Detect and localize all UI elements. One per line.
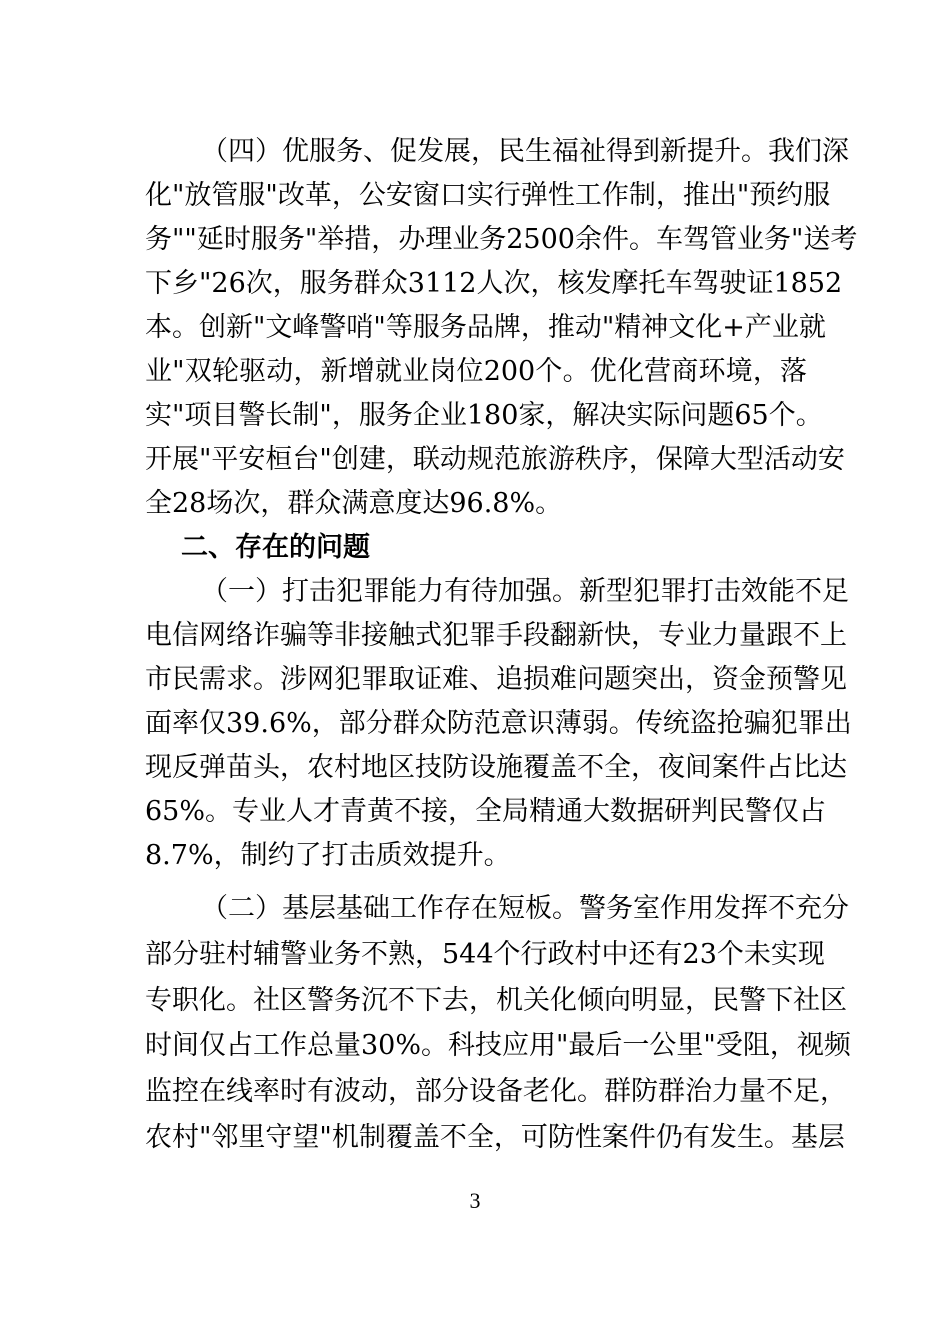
text-line: 业"双轮驱动，新增就业岗位200个。优化营商环境，落 (145, 356, 807, 387)
page-number: 3 (469, 1188, 481, 1213)
text-line: 65%。专业人才青黄不接，全局精通大数据研判民警仅占 (145, 796, 827, 827)
text-line: 实"项目警长制"，服务企业180家，解决实际问题65个。 (145, 400, 823, 431)
paragraph-grassroots (145, 886, 851, 1161)
text-line: 现反弹苗头，农村地区技防设施覆盖不全，夜间案件占比达 (145, 752, 847, 783)
text-line: 全28场次，群众满意度达96.8%。 (145, 488, 563, 519)
text-line: 部分驻村辅警业务不熟，544个行政村中还有23个未实现 (145, 938, 825, 970)
text-line: 电信网络诈骗等非接触式犯罪手段翻新快，专业力量跟不上 (145, 620, 847, 651)
paragraph-crime-fighting (145, 570, 852, 878)
text-line: 下乡"26次，服务群众3112人次，核发摩托车驾驶证1852 (145, 268, 843, 299)
paragraph-service-development (145, 130, 858, 526)
text-line: 开展"平安桓台"创建，联动规范旅游秩序，保障大型活动安 (145, 444, 845, 475)
text-line: 化"放管服"改革，公安窗口实行弹性工作制，推出"预约服 (145, 180, 831, 211)
text-line: 务""延时服务"举措，办理业务2500余件。车驾管业务"送考 (145, 224, 858, 255)
text-line: 时间仅占工作总量30%。科技应用"最后一公里"受阻，视频 (145, 1030, 851, 1062)
text-line: （二）基层基础工作存在短板。警务室作用发挥不充分 (201, 893, 849, 924)
text-line: （四）优服务、促发展，民生福祉得到新提升。我们深 (201, 136, 849, 167)
text-line: 8.7%，制约了打击质效提升。 (145, 840, 511, 871)
text-line: 农村"邻里守望"机制覆盖不全，可防性案件仍有发生。基层 (145, 1121, 845, 1153)
text-line: 专职化。社区警务沉不下去，机关化倾向明显，民警下社区 (145, 984, 847, 1016)
text-line: （一）打击犯罪能力有待加强。新型犯罪打击效能不足 (201, 576, 849, 607)
text-line: 市民需求。涉网犯罪取证难、追损难问题突出，资金预警见 (145, 664, 847, 695)
text-line: 本。创新"文峰警哨"等服务品牌，推动"精神文化+产业就 (145, 312, 826, 343)
section-heading-problems: 二、存在的问题 (181, 532, 370, 563)
text-line: 监控在线率时有波动，部分设备老化。群防群治力量不足， (145, 1076, 847, 1108)
text-line: 面率仅39.6%，部分群众防范意识薄弱。传统盗抢骗犯罪出 (145, 708, 852, 739)
